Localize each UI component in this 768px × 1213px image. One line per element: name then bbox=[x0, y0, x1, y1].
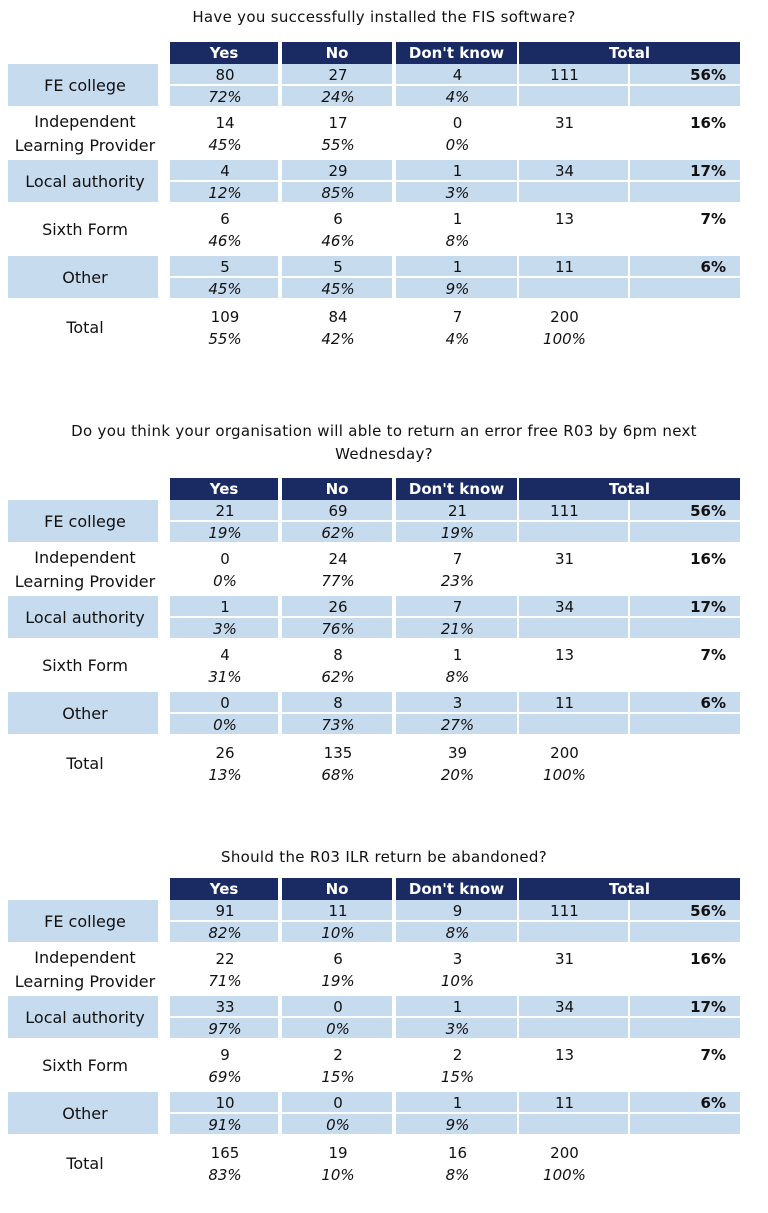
total-percent: 13% bbox=[208, 766, 242, 784]
cell-count: 1 bbox=[220, 598, 230, 616]
cell-total-percent: 6% bbox=[700, 1094, 726, 1112]
header-total: Total bbox=[519, 478, 742, 500]
cell-percent: 91% bbox=[208, 1116, 242, 1134]
row-label: FE college bbox=[44, 912, 126, 931]
cell-count: 1 bbox=[452, 258, 463, 276]
cell-count: 0 bbox=[452, 114, 463, 132]
question-title: Have you successfully installed the FIS software? bbox=[192, 8, 576, 26]
cell-count: 0 bbox=[220, 550, 230, 568]
cell-total: 34 bbox=[554, 998, 575, 1016]
cell-percent: 55% bbox=[321, 136, 355, 154]
cell-percent: 4% bbox=[445, 88, 470, 106]
row-band bbox=[519, 1018, 630, 1040]
total-percent: 83% bbox=[208, 1166, 242, 1184]
cell-count: 2 bbox=[452, 1046, 463, 1064]
row-label: Local authority bbox=[25, 1008, 145, 1027]
cell-count: 9 bbox=[452, 902, 463, 920]
row-band bbox=[630, 278, 742, 300]
cell-percent: 15% bbox=[440, 1068, 475, 1086]
row-label: FE college bbox=[44, 512, 126, 531]
total-count: 165 bbox=[210, 1144, 240, 1162]
cell-count: 1 bbox=[452, 646, 463, 664]
cell-percent: 97% bbox=[208, 1020, 242, 1038]
cell-percent: 69% bbox=[208, 1068, 242, 1086]
row-band bbox=[519, 278, 630, 300]
row-label: Local authority bbox=[25, 172, 145, 191]
header-no: No bbox=[282, 878, 394, 900]
cell-total-percent: 7% bbox=[700, 646, 726, 664]
row-band bbox=[519, 86, 630, 108]
header-yes: Yes bbox=[170, 42, 280, 64]
cell-percent: 45% bbox=[321, 280, 355, 298]
header-yes: Yes bbox=[170, 478, 280, 500]
row-band bbox=[519, 1114, 630, 1136]
cell-percent: 46% bbox=[208, 232, 242, 250]
total-percent: 10% bbox=[321, 1166, 355, 1184]
cell-count: 9 bbox=[220, 1046, 230, 1064]
cell-percent: 3% bbox=[445, 1020, 470, 1038]
total-percent: 68% bbox=[321, 766, 355, 784]
cell-count: 4 bbox=[452, 66, 463, 84]
total-count: 135 bbox=[323, 744, 353, 762]
header-total: Total bbox=[519, 878, 742, 900]
cell-percent: 0% bbox=[213, 572, 237, 590]
cell-total-percent: 17% bbox=[690, 998, 726, 1016]
row-band bbox=[630, 714, 742, 736]
cell-total: 31 bbox=[554, 114, 575, 132]
cell-count: 1 bbox=[452, 998, 463, 1016]
cell-count: 80 bbox=[215, 66, 235, 84]
cell-total: 11 bbox=[554, 258, 575, 276]
cell-percent: 10% bbox=[321, 924, 355, 942]
cell-count: 0 bbox=[333, 1094, 343, 1112]
cell-total: 31 bbox=[554, 950, 575, 968]
row-label: Other bbox=[62, 1104, 108, 1123]
total-percent: 4% bbox=[445, 330, 470, 348]
cell-total-percent: 56% bbox=[690, 66, 726, 84]
row-band bbox=[519, 618, 630, 640]
cell-percent: 73% bbox=[321, 716, 355, 734]
cell-count: 6 bbox=[220, 210, 230, 228]
cell-percent: 9% bbox=[445, 280, 470, 298]
cell-percent: 23% bbox=[440, 572, 475, 590]
row-label: FE college bbox=[44, 76, 126, 95]
cell-count: 29 bbox=[328, 162, 348, 180]
cell-percent: 31% bbox=[208, 668, 242, 686]
cell-count: 1 bbox=[452, 1094, 463, 1112]
cell-total: 34 bbox=[554, 598, 575, 616]
row-label: Other bbox=[62, 268, 108, 287]
total-count: 7 bbox=[452, 308, 463, 326]
cell-count: 7 bbox=[452, 550, 463, 568]
header-no: No bbox=[282, 42, 394, 64]
cell-count: 17 bbox=[328, 114, 348, 132]
cell-count: 2 bbox=[333, 1046, 343, 1064]
cell-percent: 45% bbox=[208, 136, 242, 154]
row-band bbox=[519, 182, 630, 204]
cell-count: 33 bbox=[215, 998, 235, 1016]
cell-count: 27 bbox=[328, 66, 348, 84]
cell-count: 10 bbox=[215, 1094, 235, 1112]
cell-total-percent: 7% bbox=[700, 1046, 726, 1064]
cell-percent: 19% bbox=[208, 524, 242, 542]
row-label: Independent Learning Provider bbox=[14, 112, 156, 155]
cell-count: 4 bbox=[220, 646, 230, 664]
cell-total: 31 bbox=[554, 550, 575, 568]
row-label: Independent Learning Provider bbox=[14, 948, 156, 991]
cell-percent: 8% bbox=[445, 668, 470, 686]
cell-count: 5 bbox=[333, 258, 343, 276]
cell-total-percent: 16% bbox=[690, 114, 726, 132]
cell-percent: 8% bbox=[445, 924, 470, 942]
row-label: Independent Learning Provider bbox=[14, 548, 156, 591]
cell-percent: 15% bbox=[321, 1068, 355, 1086]
cell-percent: 3% bbox=[445, 184, 470, 202]
cell-percent: 10% bbox=[440, 972, 475, 990]
cell-total: 111 bbox=[550, 902, 579, 920]
cell-count: 3 bbox=[452, 950, 463, 968]
question-title: Do you think your organisation will able to return an error free R03 by 6pm next Wednesday? bbox=[71, 422, 697, 463]
cell-count: 26 bbox=[328, 598, 348, 616]
cell-percent: 71% bbox=[208, 972, 242, 990]
cell-percent: 12% bbox=[208, 184, 242, 202]
cell-count: 14 bbox=[215, 114, 235, 132]
total-count: 16 bbox=[447, 1144, 468, 1162]
cell-percent: 19% bbox=[440, 524, 475, 542]
total-row-label: Total bbox=[66, 1154, 104, 1173]
header-dont-know: Don't know bbox=[396, 878, 519, 900]
row-band bbox=[519, 522, 630, 544]
cell-total: 13 bbox=[554, 210, 575, 228]
cell-percent: 9% bbox=[445, 1116, 470, 1134]
cell-total: 11 bbox=[554, 1094, 575, 1112]
cell-count: 4 bbox=[220, 162, 230, 180]
cell-total-percent: 6% bbox=[700, 694, 726, 712]
cell-percent: 62% bbox=[321, 668, 355, 686]
cell-percent: 0% bbox=[445, 136, 470, 154]
cell-percent: 8% bbox=[445, 232, 470, 250]
row-label: Local authority bbox=[25, 608, 145, 627]
cell-total-percent: 16% bbox=[690, 550, 726, 568]
total-count: 200 bbox=[550, 1144, 579, 1162]
cell-total: 111 bbox=[550, 66, 579, 84]
total-count: 39 bbox=[447, 744, 468, 762]
row-band bbox=[630, 182, 742, 204]
cell-percent: 19% bbox=[321, 972, 355, 990]
cell-total-percent: 56% bbox=[690, 502, 726, 520]
row-band bbox=[630, 1114, 742, 1136]
row-label: Other bbox=[62, 704, 108, 723]
cell-count: 8 bbox=[333, 646, 343, 664]
cell-count: 69 bbox=[328, 502, 348, 520]
cell-percent: 77% bbox=[321, 572, 355, 590]
cell-total-percent: 17% bbox=[690, 162, 726, 180]
cell-count: 1 bbox=[452, 162, 463, 180]
row-band bbox=[630, 522, 742, 544]
cell-percent: 27% bbox=[440, 716, 475, 734]
total-percent: 100% bbox=[543, 330, 586, 348]
cell-total: 13 bbox=[554, 1046, 575, 1064]
total-percent: 100% bbox=[543, 1166, 586, 1184]
cell-total: 111 bbox=[550, 502, 579, 520]
cell-percent: 0% bbox=[213, 716, 237, 734]
cell-count: 22 bbox=[215, 950, 235, 968]
header-total: Total bbox=[519, 42, 742, 64]
cell-percent: 0% bbox=[326, 1116, 350, 1134]
cell-percent: 76% bbox=[321, 620, 355, 638]
cell-percent: 45% bbox=[208, 280, 242, 298]
cell-percent: 62% bbox=[321, 524, 355, 542]
header-no: No bbox=[282, 478, 394, 500]
total-count: 84 bbox=[328, 308, 348, 326]
cell-count: 7 bbox=[452, 598, 463, 616]
header-dont-know: Don't know bbox=[396, 42, 519, 64]
header-dont-know: Don't know bbox=[396, 478, 519, 500]
row-band bbox=[519, 922, 630, 944]
total-count: 26 bbox=[215, 744, 235, 762]
total-percent: 8% bbox=[445, 1166, 470, 1184]
cell-count: 0 bbox=[220, 694, 230, 712]
total-count: 200 bbox=[550, 744, 579, 762]
total-percent: 100% bbox=[543, 766, 586, 784]
cell-count: 1 bbox=[452, 210, 463, 228]
cell-percent: 3% bbox=[213, 620, 237, 638]
cell-count: 21 bbox=[447, 502, 468, 520]
row-band bbox=[630, 922, 742, 944]
cell-total-percent: 6% bbox=[700, 258, 726, 276]
cell-percent: 85% bbox=[321, 184, 355, 202]
cell-count: 6 bbox=[333, 950, 343, 968]
row-label: Sixth Form bbox=[42, 220, 128, 239]
total-percent: 20% bbox=[440, 766, 475, 784]
cell-count: 6 bbox=[333, 210, 343, 228]
header-yes: Yes bbox=[170, 878, 280, 900]
cell-count: 5 bbox=[220, 258, 230, 276]
row-band bbox=[519, 714, 630, 736]
total-row-label: Total bbox=[66, 754, 104, 773]
question-title: Should the R03 ILR return be abandoned? bbox=[221, 848, 547, 866]
row-band bbox=[630, 1018, 742, 1040]
row-label: Sixth Form bbox=[42, 1056, 128, 1075]
cell-total-percent: 16% bbox=[690, 950, 726, 968]
total-count: 19 bbox=[328, 1144, 348, 1162]
cell-total-percent: 17% bbox=[690, 598, 726, 616]
cell-percent: 0% bbox=[326, 1020, 350, 1038]
total-percent: 55% bbox=[208, 330, 242, 348]
cell-count: 0 bbox=[333, 998, 343, 1016]
total-count: 109 bbox=[210, 308, 240, 326]
cell-percent: 21% bbox=[440, 620, 475, 638]
row-band bbox=[630, 618, 742, 640]
row-label: Sixth Form bbox=[42, 656, 128, 675]
cell-count: 24 bbox=[328, 550, 348, 568]
cell-total: 11 bbox=[554, 694, 575, 712]
cell-total-percent: 7% bbox=[700, 210, 726, 228]
cell-count: 91 bbox=[215, 902, 235, 920]
cell-percent: 46% bbox=[321, 232, 355, 250]
cell-percent: 24% bbox=[321, 88, 355, 106]
cell-total: 13 bbox=[554, 646, 575, 664]
cell-total-percent: 56% bbox=[690, 902, 726, 920]
cell-count: 21 bbox=[215, 502, 235, 520]
row-band bbox=[630, 86, 742, 108]
total-count: 200 bbox=[550, 308, 579, 326]
cell-total: 34 bbox=[554, 162, 575, 180]
cell-count: 11 bbox=[328, 902, 348, 920]
cell-count: 3 bbox=[452, 694, 463, 712]
total-row-label: Total bbox=[66, 318, 104, 337]
cell-percent: 82% bbox=[208, 924, 242, 942]
cell-count: 8 bbox=[333, 694, 343, 712]
total-percent: 42% bbox=[321, 330, 355, 348]
cell-percent: 72% bbox=[208, 88, 242, 106]
